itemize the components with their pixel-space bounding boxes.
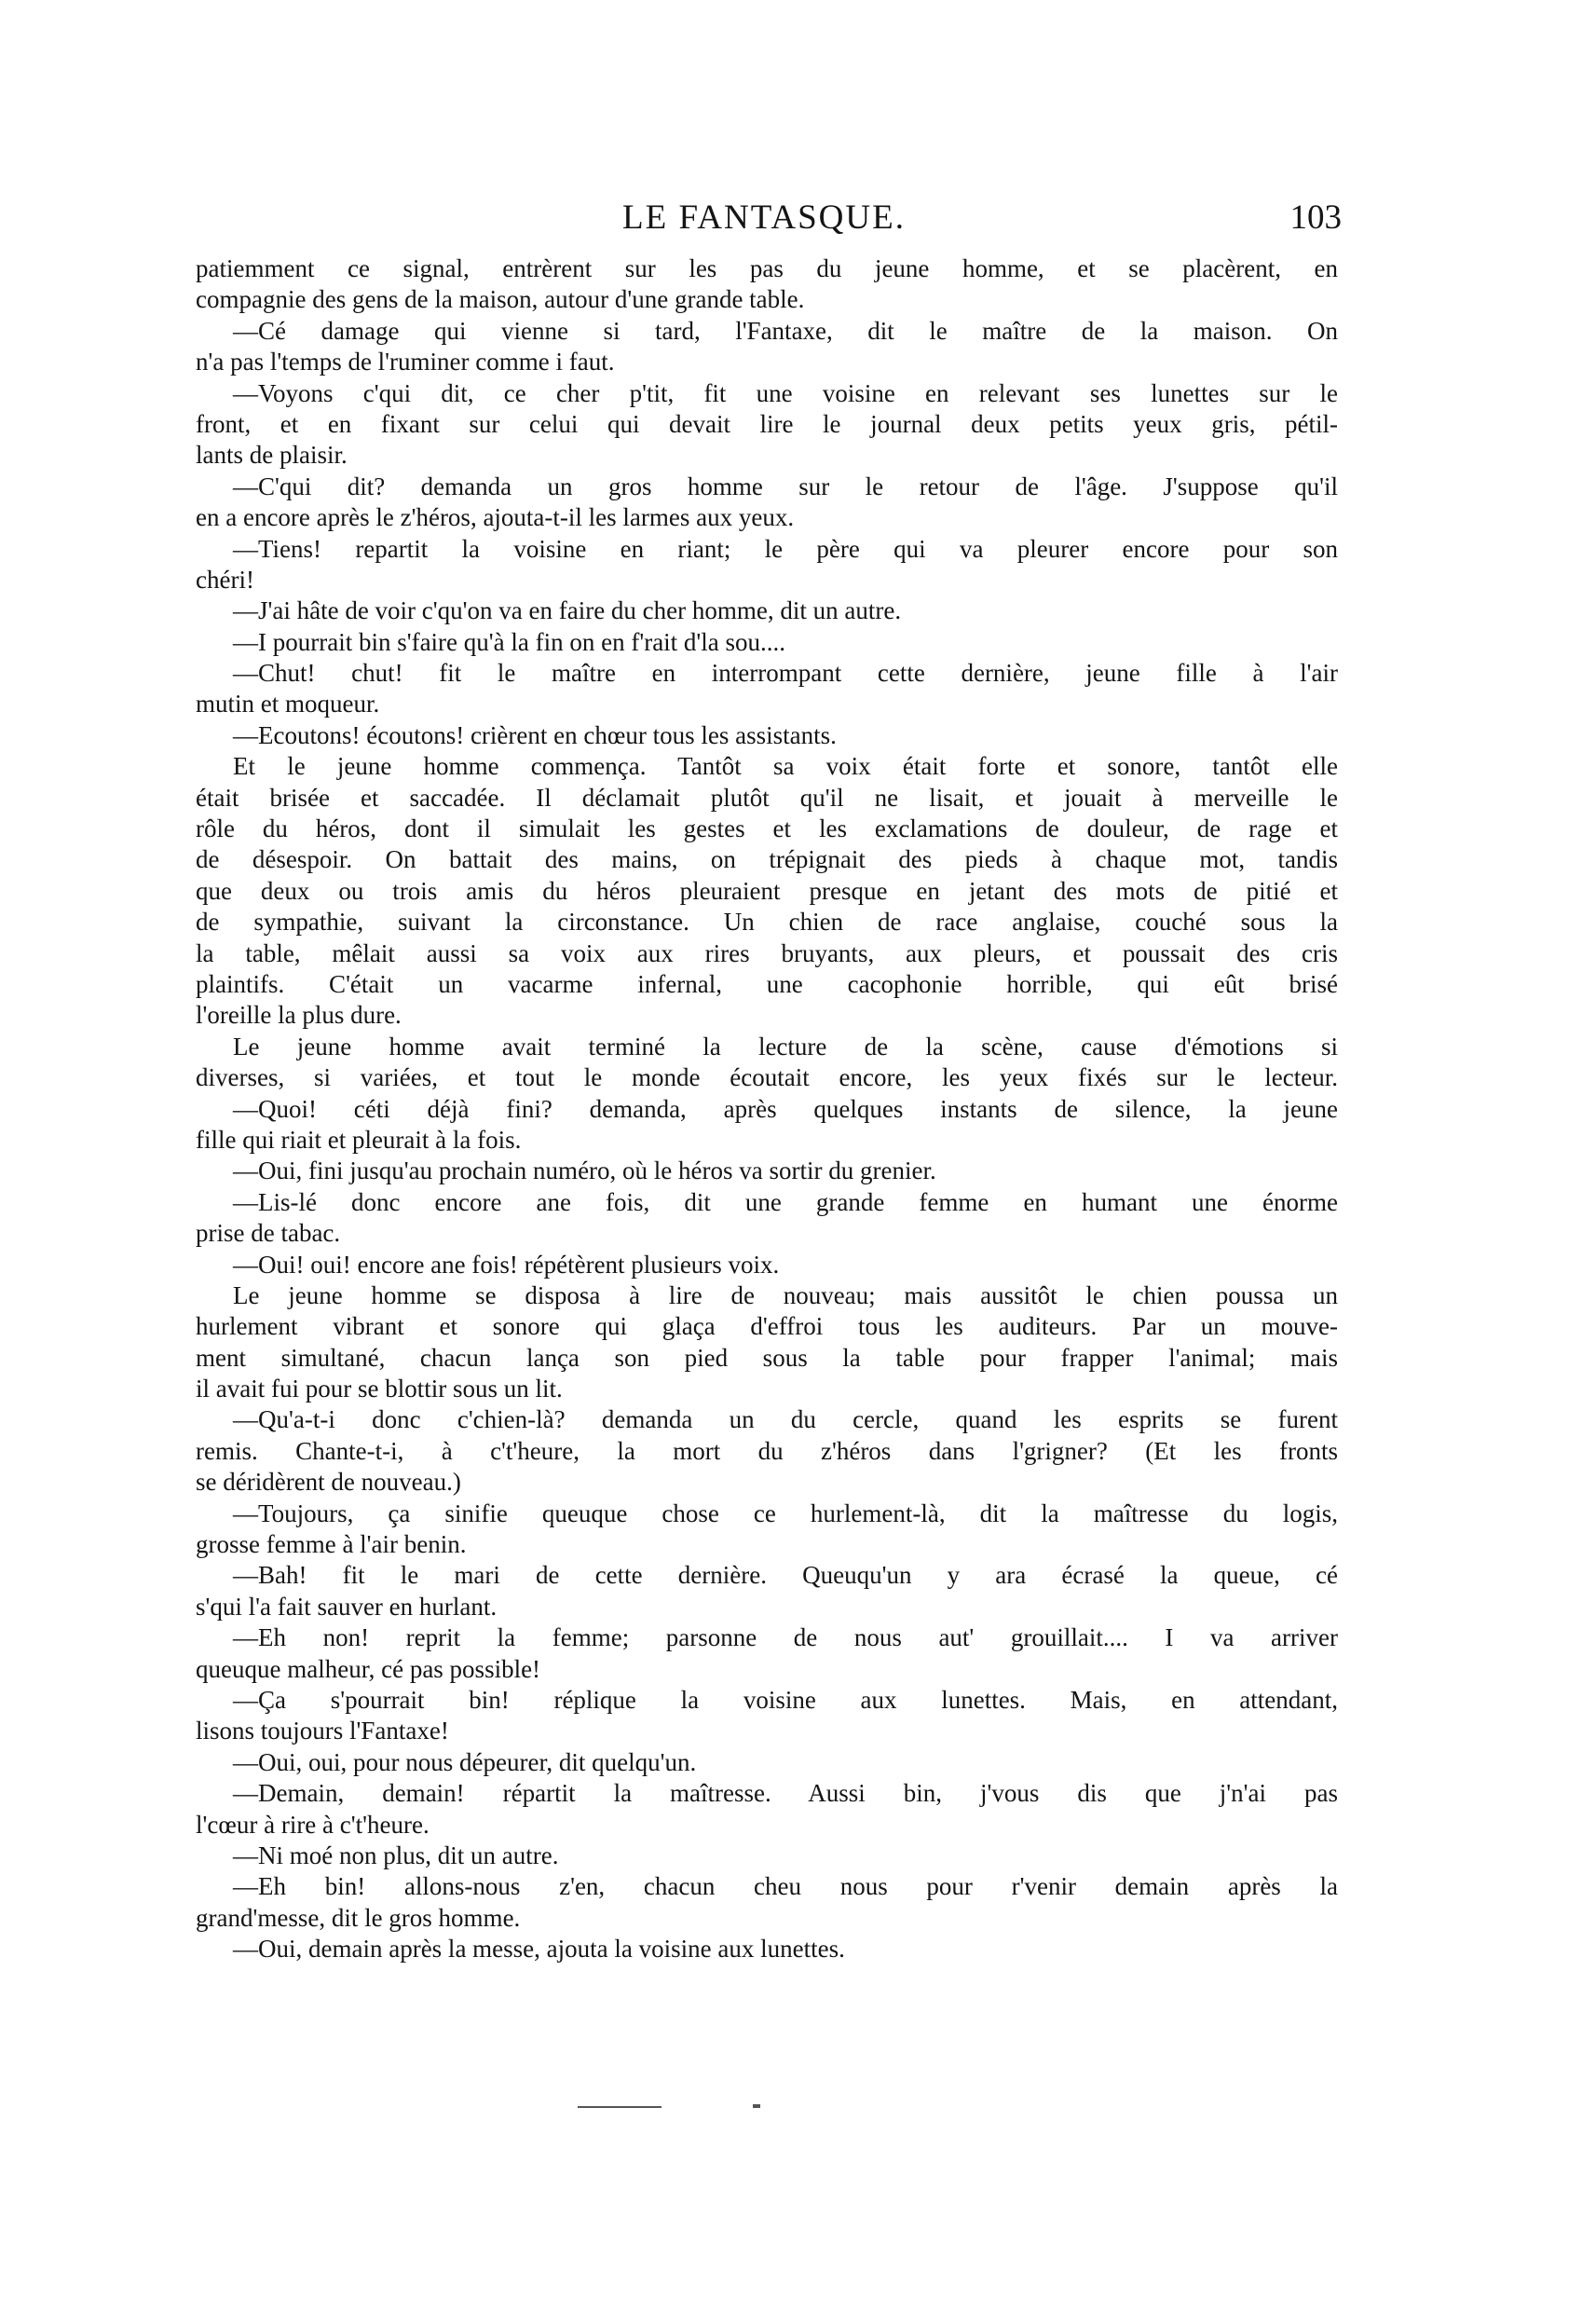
- text-line: Le jeune homme se disposa à lire de nouveau; mais aussitôt le chien poussa un: [233, 1280, 1338, 1309]
- text-line: front, et en fixant sur celui qui devait lire le journal deux petits yeux gris, pétil-: [196, 409, 1338, 438]
- text-line: remis. Chante-t-i, à c't'heure, la mort du z'héros dans l'grigner? (Et les fronts: [196, 1436, 1338, 1465]
- text-line: mutin et moqueur.: [196, 690, 380, 719]
- text-line: —Toujours, ça sinifie queuque chose ce hurlement-là, dit la maîtresse du logis,: [233, 1499, 1338, 1527]
- page-number: 103: [1289, 198, 1342, 237]
- text-line: —Bah! fit le mari de cette dernière. Queuqu'un y ara écrasé la queue, cé: [233, 1561, 1338, 1590]
- text-line: —Qu'a-t-i donc c'chien-là? demanda un du cercle, quand les esprits se furent: [233, 1405, 1338, 1434]
- text-line: —Eh non! reprit la femme; parsonne de nous aut' grouillait.... I va arriver: [233, 1623, 1338, 1652]
- running-header: [186, 198, 1342, 242]
- text-line: Le jeune homme avait terminé la lecture de la scène, cause d'émotions si: [233, 1032, 1338, 1061]
- text-line: n'a pas l'temps de l'ruminer comme i faut.: [196, 348, 615, 376]
- text-line: fille qui riait et pleurait à la fois.: [196, 1125, 522, 1154]
- text-line: la table, mêlait aussi sa voix aux rires bruyants, aux pleurs, et poussait des cris: [196, 938, 1338, 967]
- text-line: —Oui, fini jusqu'au prochain numéro, où le héros va sortir du grenier.: [233, 1156, 936, 1185]
- text-line: se déridèrent de nouveau.): [196, 1468, 461, 1497]
- text-line: de sympathie, suivant la circonstance. Un chien de race anglaise, couché sous la: [196, 908, 1338, 937]
- text-line: grand'messe, dit le gros homme.: [196, 1903, 521, 1932]
- text-line: il avait fui pour se blottir sous un lit.: [196, 1375, 563, 1403]
- end-rule: [578, 2106, 662, 2108]
- text-line: —Cé damage qui vienne si tard, l'Fantaxe, dit le maître de la maison. On: [233, 316, 1338, 345]
- text-line: —Eh bin! allons-nous z'en, chacun cheu nous pour r'venir demain après la: [233, 1872, 1338, 1901]
- text-line: —Ça s'pourrait bin! réplique la voisine aux lunettes. Mais, en attendant,: [233, 1685, 1338, 1714]
- text-line: que deux ou trois amis du héros pleuraient presque en jetant des mots de pitié et: [196, 876, 1338, 905]
- end-rule-dot: [753, 2104, 760, 2108]
- text-line: chéri!: [196, 565, 254, 594]
- text-line: lisons toujours l'Fantaxe!: [196, 1717, 449, 1745]
- text-line: patiemment ce signal, entrèrent sur les pas du jeune homme, et se placèrent, en: [196, 254, 1338, 282]
- text-line: l'oreille la plus dure.: [196, 1001, 402, 1030]
- text-line: queuque malheur, cé pas possible!: [196, 1654, 541, 1683]
- text-line: de désespoir. On battait des mains, on trépignait des pieds à chaque mot, tandis: [196, 845, 1338, 874]
- text-line: —Ni moé non plus, dit un autre.: [233, 1841, 559, 1869]
- text-line: plaintifs. C'était un vacarme infernal, une cacophonie horrible, qui eût brisé: [196, 969, 1338, 998]
- text-line: Et le jeune homme commença. Tantôt sa voix était forte et sonore, tantôt elle: [233, 752, 1338, 781]
- text-line: était brisée et saccadée. Il déclamait plutôt qu'il ne lisait, et jouait à merveille le: [196, 783, 1338, 812]
- text-line: —J'ai hâte de voir c'qu'on va en faire du cher homme, dit un autre.: [233, 596, 902, 625]
- text-line: ment simultané, chacun lança son pied sous la table pour frapper l'animal; mais: [196, 1343, 1338, 1372]
- text-line: —Quoi! céti déjà fini? demanda, après quelques instants de silence, la jeune: [233, 1094, 1338, 1123]
- text-line: —Oui, demain après la messe, ajouta la voisine aux lunettes.: [233, 1935, 845, 1964]
- running-title: LE FANTASQUE.: [622, 198, 906, 237]
- text-line: l'cœur à rire à c't'heure.: [196, 1810, 430, 1839]
- text-line: diverses, si variées, et tout le monde écoutait encore, les yeux fixés sur le lecteur.: [196, 1063, 1338, 1092]
- text-line: —Oui, oui, pour nous dépeurer, dit quelqu'un.: [233, 1747, 697, 1776]
- text-line: rôle du héros, dont il simulait les gestes et les exclamations de douleur, de rage et: [196, 814, 1338, 843]
- text-line: —C'qui dit? demanda un gros homme sur le retour de l'âge. J'suppose qu'il: [233, 472, 1338, 500]
- text-line: —Ecoutons! écoutons! crièrent en chœur tous les assistants.: [233, 720, 837, 749]
- text-line: —I pourrait bin s'faire qu'à la fin on en f'rait d'la sou....: [233, 627, 786, 656]
- text-line: —Lis-lé donc encore ane fois, dit une grande femme en humant une énorme: [233, 1187, 1338, 1216]
- page-body: [196, 253, 1338, 1964]
- text-line: hurlement vibrant et sonore qui glaça d'effroi tous les auditeurs. Par un mouve-: [196, 1312, 1338, 1341]
- text-line: —Oui! oui! encore ane fois! répétèrent plusieurs voix.: [233, 1250, 780, 1279]
- text-line: lants de plaisir.: [196, 441, 348, 470]
- text-line: compagnie des gens de la maison, autour d'une grande table.: [196, 285, 805, 314]
- text-line: —Demain, demain! répartit la maîtresse. Aussi bin, j'vous dis que j'n'ai pas: [233, 1779, 1338, 1808]
- text-line: —Voyons c'qui dit, ce cher p'tit, fit une voisine en relevant ses lunettes sur le: [233, 378, 1338, 407]
- text-line: grosse femme à l'air benin.: [196, 1530, 467, 1559]
- text-line: s'qui l'a fait sauver en hurlant.: [196, 1592, 498, 1621]
- text-line: —Chut! chut! fit le maître en interrompant cette dernière, jeune fille à l'air: [233, 659, 1338, 688]
- text-line: —Tiens! repartit la voisine en riant; le père qui va pleurer encore pour son: [233, 534, 1338, 563]
- text-line: en a encore après le z'héros, ajouta-t-il les larmes aux yeux.: [196, 503, 795, 532]
- text-line: prise de tabac.: [196, 1219, 341, 1248]
